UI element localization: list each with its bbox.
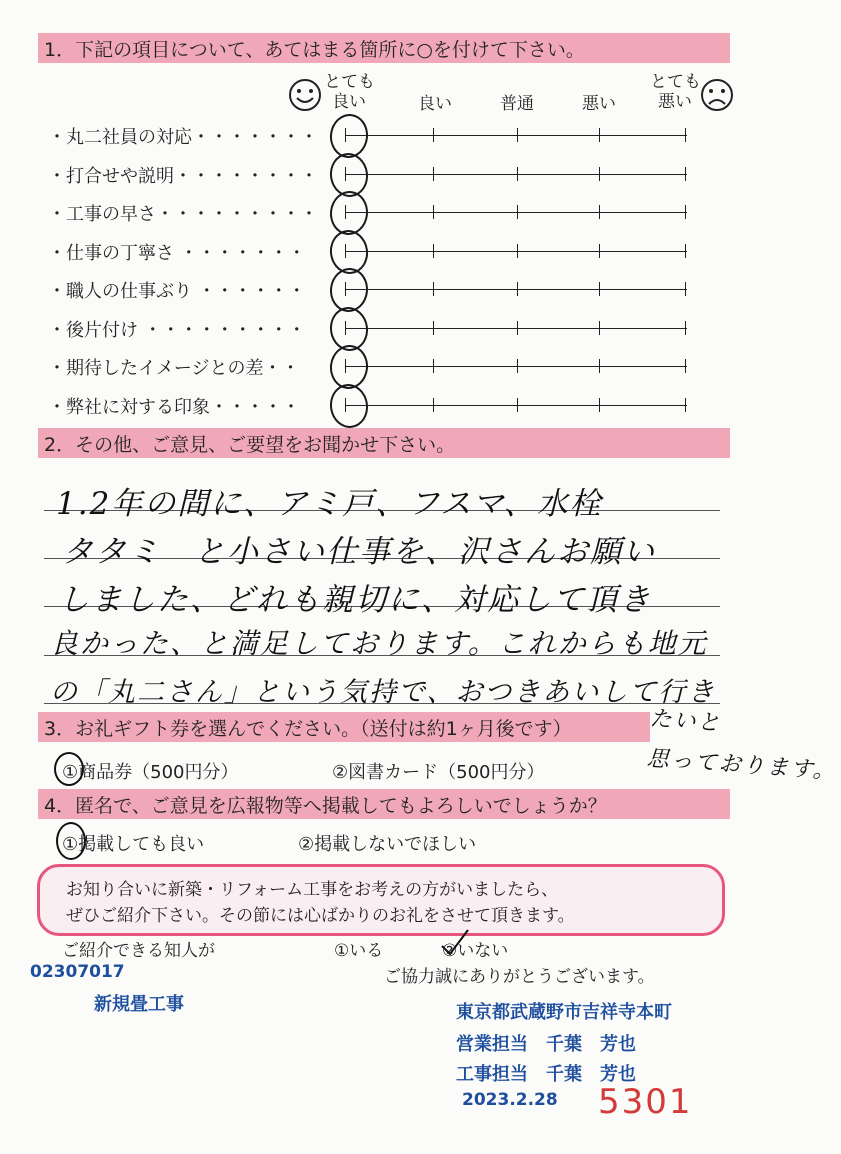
- selection-mark: [54, 752, 84, 786]
- rating-tick-4[interactable]: [599, 282, 600, 296]
- scale-header-good: 良い: [418, 94, 452, 114]
- rating-scale-line: [345, 289, 687, 290]
- rating-tick-5[interactable]: [685, 282, 686, 296]
- referral-option-no[interactable]: ②いない: [442, 941, 509, 961]
- section2-header: [38, 428, 730, 458]
- rating-tick-2[interactable]: [433, 398, 434, 412]
- rating-scale-line: [345, 405, 687, 406]
- rating-tick-5[interactable]: [685, 128, 686, 142]
- rating-scale-line: [345, 135, 687, 136]
- rating-tick-4[interactable]: [599, 167, 600, 181]
- rating-tick-4[interactable]: [599, 321, 600, 335]
- referral-line-2: ぜひご紹介下さい。その節には心ばかりのお礼をさせて頂きます。: [66, 906, 575, 926]
- rating-scale-line: [345, 328, 687, 329]
- referral-option-yes[interactable]: ①いる: [334, 941, 384, 961]
- rating-item-label: ・仕事の丁寧さ ・・・・・・・: [48, 242, 306, 264]
- section3-title: 3．お礼ギフト券を選んでください。（送付は約1ヶ月後です）: [44, 718, 572, 740]
- scale-header-bad: 悪い: [582, 94, 616, 114]
- rating-item-label: ・期待したイメージとの差・・: [48, 358, 300, 379]
- rating-tick-2[interactable]: [433, 205, 434, 219]
- scale-header-very-good: とても 良い: [324, 72, 375, 112]
- sales-representative: 営業担当 千葉 芳也: [456, 1034, 636, 1055]
- scale-header-very-bad: とても 悪い: [650, 72, 701, 112]
- rating-tick-3[interactable]: [517, 167, 518, 181]
- rating-item-label: ・弊社に対する印象・・・・・: [48, 396, 300, 418]
- rating-scale-line: [345, 212, 687, 213]
- rating-tick-5[interactable]: [685, 167, 686, 181]
- referral-prompt: ご紹介できる知人が: [62, 941, 215, 961]
- rating-tick-3[interactable]: [517, 398, 518, 412]
- rating-item-label: ・工事の早さ・・・・・・・・・: [48, 204, 318, 225]
- survey-number: 5301: [598, 1082, 693, 1122]
- rating-tick-2[interactable]: [433, 128, 434, 142]
- rating-tick-3[interactable]: [517, 244, 518, 258]
- rating-tick-3[interactable]: [517, 359, 518, 373]
- rating-scale-line: [345, 366, 687, 367]
- rating-tick-4[interactable]: [599, 398, 600, 412]
- section3-header: [38, 712, 650, 742]
- referral-line-1: お知り合いに新築・リフォーム工事をお考えの方がいましたら、: [66, 880, 559, 900]
- rating-tick-2[interactable]: [433, 321, 434, 335]
- comment-line-5: の「丸二さん」という気持で、おつきあいして行き: [50, 677, 717, 708]
- construction-representative: 工事担当 千葉 芳也: [456, 1064, 636, 1085]
- smiley-face-icon: [288, 78, 322, 112]
- section1-title: 1．下記の項目について、あてはまる箇所に○を付けて下さい。: [44, 39, 585, 61]
- comment-line-4: 良かった、と満足しております。これからも地元: [50, 627, 708, 660]
- rating-tick-3[interactable]: [517, 282, 518, 296]
- rating-scale-line: [345, 174, 687, 175]
- customer-code: 02307017: [30, 962, 125, 982]
- rating-tick-2[interactable]: [433, 282, 434, 296]
- rating-tick-4[interactable]: [599, 359, 600, 373]
- rating-tick-4[interactable]: [599, 205, 600, 219]
- selection-mark: [56, 822, 86, 860]
- selection-circle: [327, 381, 371, 430]
- publish-option-no[interactable]: ②掲載しないでほしい: [298, 834, 477, 855]
- rating-item-label: ・後片付け ・・・・・・・・・: [48, 319, 306, 341]
- rating-tick-4[interactable]: [599, 128, 600, 142]
- rating-tick-5[interactable]: [685, 398, 686, 412]
- rating-tick-3[interactable]: [517, 205, 518, 219]
- section2-title: 2．その他、ご意見、ご要望をお聞かせ下さい。: [44, 434, 456, 456]
- rating-tick-5[interactable]: [685, 359, 686, 373]
- scale-header-neutral: 普通: [500, 94, 534, 114]
- publish-option-ok[interactable]: ①掲載しても良い: [62, 834, 205, 855]
- rating-tick-5[interactable]: [685, 244, 686, 258]
- work-category: 新規畳工事: [94, 994, 184, 1015]
- section1-header: [38, 33, 730, 63]
- comment-line-1: 1.2年の間に、アミ戸、フスマ、水栓: [56, 486, 603, 522]
- section4-title: 4．匿名で、ご意見を広報物等へ掲載してもよろしいでしょうか？: [44, 795, 607, 817]
- referral-box: [37, 864, 725, 936]
- rating-item-label: ・打合せや説明・・・・・・・・: [48, 165, 318, 187]
- thanks-message: ご協力誠にありがとうございます。: [384, 967, 655, 987]
- section4-header: [38, 789, 730, 819]
- rating-tick-5[interactable]: [685, 321, 686, 335]
- rating-scale-line: [345, 251, 687, 252]
- comment-line-2: タタミ と小さい仕事を、沢さんお願い: [62, 534, 656, 570]
- rating-tick-3[interactable]: [517, 128, 518, 142]
- gift-option-book-card[interactable]: ②図書カード（500円分）: [332, 762, 545, 783]
- rating-tick-3[interactable]: [517, 321, 518, 335]
- sad-face-icon: [700, 78, 734, 112]
- rating-tick-2[interactable]: [433, 167, 434, 181]
- rating-tick-5[interactable]: [685, 205, 686, 219]
- company-address: 東京都武蔵野市吉祥寺本町: [456, 1002, 672, 1023]
- rating-tick-4[interactable]: [599, 244, 600, 258]
- rating-item-label: ・丸二社員の対応・・・・・・・: [48, 127, 318, 148]
- rating-tick-2[interactable]: [433, 244, 434, 258]
- survey-date: 2023.2.28: [462, 1090, 558, 1110]
- comment-line-3: しました、どれも親切に、対応して頂き: [58, 582, 652, 618]
- gift-option-product-voucher[interactable]: ①商品券（500円分）: [62, 762, 239, 783]
- rating-tick-2[interactable]: [433, 359, 434, 373]
- checkmark-icon: [438, 928, 472, 958]
- rating-item-label: ・職人の仕事ぶり ・・・・・・: [48, 281, 306, 302]
- comment-margin-continuation: たいと 思っております。: [645, 706, 838, 785]
